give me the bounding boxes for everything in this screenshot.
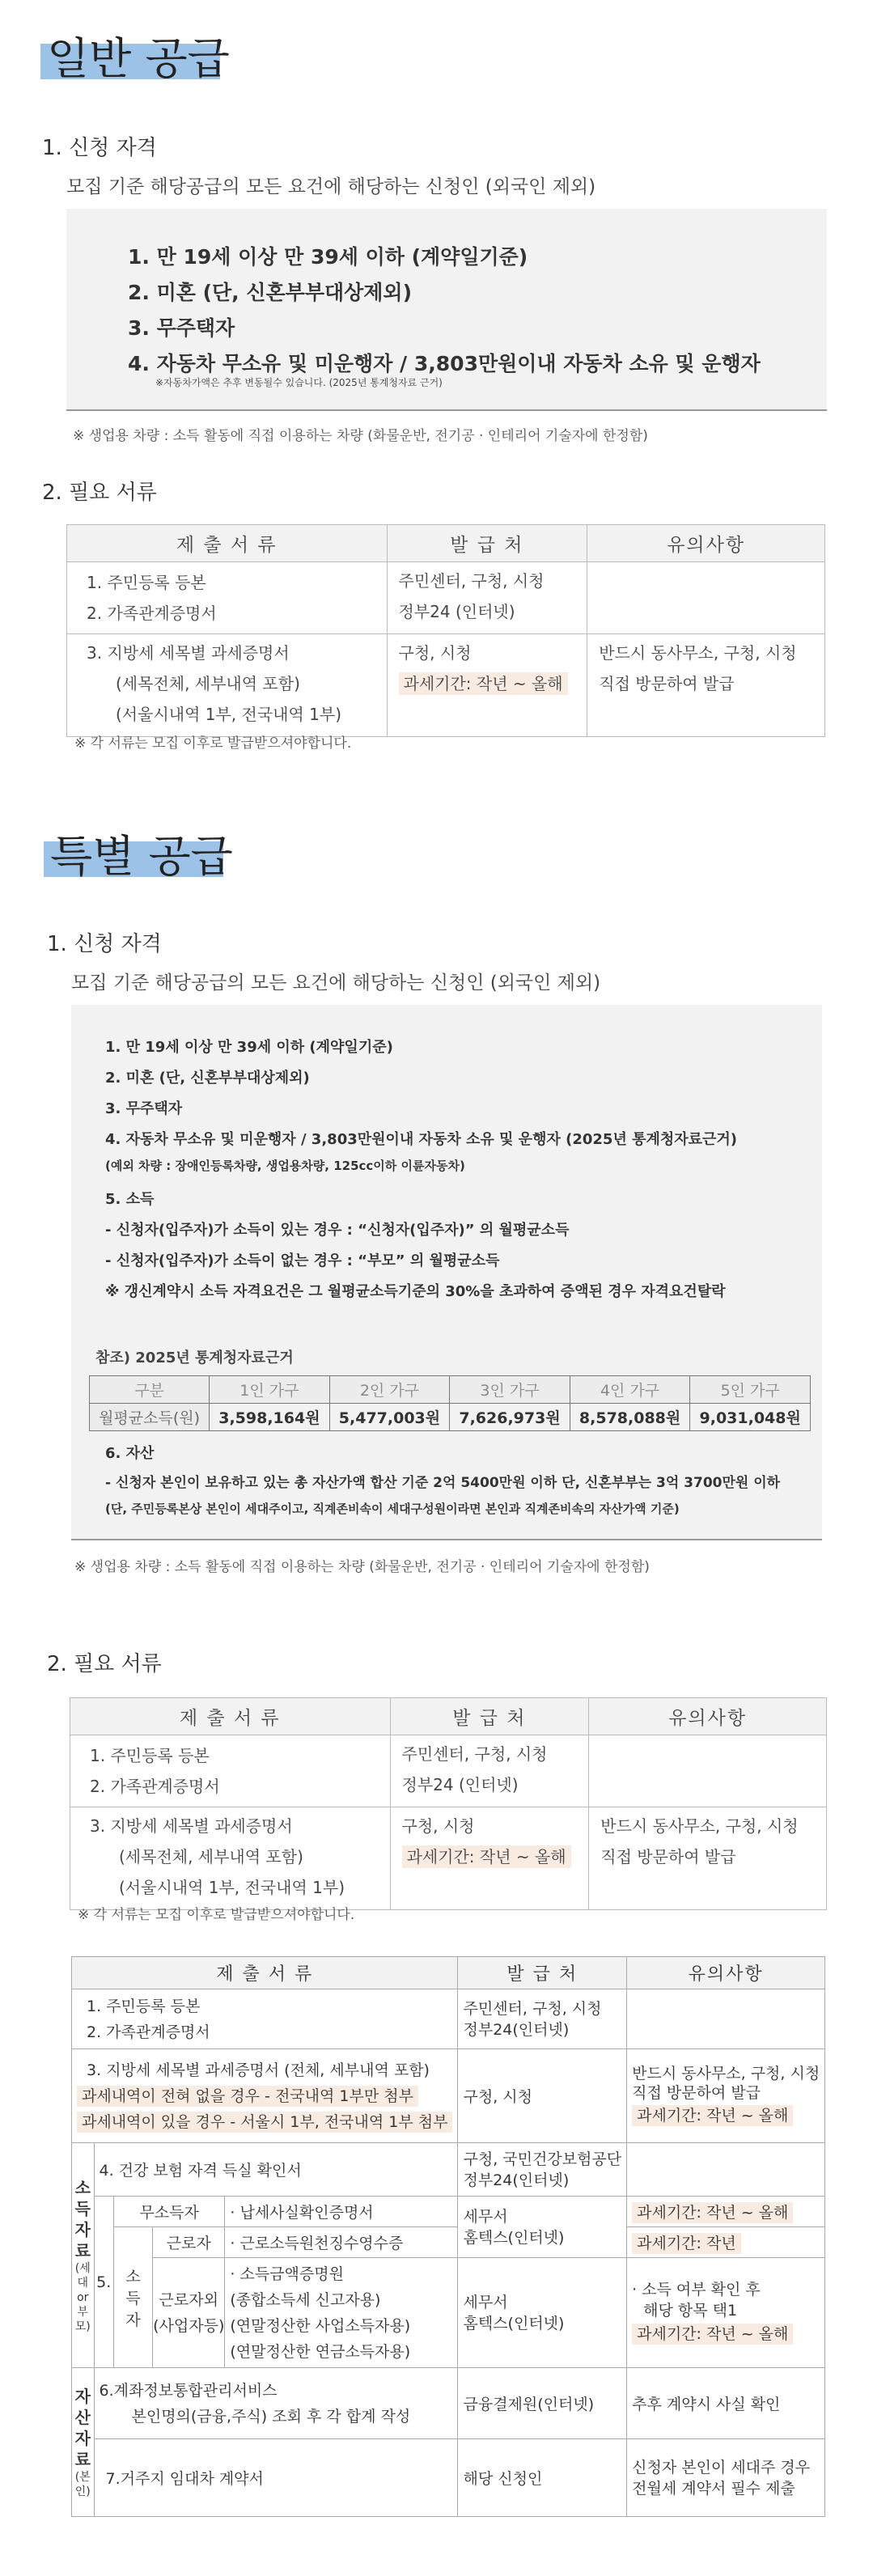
note: 추후 계약시 사실 확인: [627, 2368, 825, 2439]
special-detailed-docs-table: [71, 1956, 825, 2517]
tax-period-badge: 과세기간: 작년 ~ 올해: [632, 2202, 793, 2223]
issuer: 홈텍스(인터넷): [463, 2314, 565, 2332]
table-row: [90, 1404, 811, 1431]
criteria-item: - 신청자(입주자)가 소득이 없는 경우 : “부모” 의 월평균소득: [105, 1252, 500, 1269]
asset-label-sub: (본인): [74, 2470, 91, 2498]
table-row: [67, 562, 825, 634]
asset-item: - 신청자 본인이 보유하고 있는 총 자산가액 합산 기준 2억 5400만원 이하 단, 신혼부부는 3억 3700만원 이하: [105, 1475, 781, 1491]
special-docs-heading: 2. 필요 서류: [47, 1652, 162, 1676]
table-row: [72, 2258, 825, 2368]
tax-period-badge: 과세기간: 작년: [632, 2233, 741, 2254]
special-vehicle-note: ※ 생업용 차량 : 소득 활동에 직접 이용하는 차량 (화물운반, 전기공 · 인테리어 기술자에 한정함): [74, 1559, 650, 1575]
asset-label-char: 자: [74, 2428, 91, 2448]
col-header: 발 급 처: [458, 1957, 627, 1989]
asset-label-char: 자: [74, 2386, 91, 2406]
general-docs-note: ※ 각 서류는 모집 이후로 발급받으셔야합니다.: [74, 735, 352, 752]
note: 반드시 동사무소, 구청, 시청: [632, 2064, 820, 2082]
issuer: 세무서: [463, 2207, 508, 2226]
issuer: 주민센터, 구청, 시청: [398, 571, 545, 591]
general-docs-table: [66, 524, 825, 737]
note: 직접 방문하여 발급: [632, 2083, 761, 2102]
general-eligibility-heading: 1. 신청 자격: [42, 136, 157, 160]
issuer: 홈텍스(인터넷): [463, 2228, 565, 2247]
table-row: [72, 2368, 825, 2439]
general-criteria-box: [66, 209, 827, 411]
doc-item: (서울시내역 1부, 전국내역 1부): [116, 705, 342, 724]
income-label-sub: (세대: [74, 2261, 91, 2290]
table-row: [72, 2143, 825, 2197]
doc-item: 1. 주민등록 등본: [90, 1746, 210, 1765]
general-section-title: 일반 공급: [47, 33, 230, 84]
doc-item: 3. 지방세 세목별 과세증명서: [90, 1816, 293, 1836]
note: 반드시 동사무소, 구청, 시청: [599, 643, 797, 663]
doc-item: (연말정산한 사업소득자용): [230, 2316, 411, 2335]
doc-item: · 소득금액증명원: [230, 2265, 344, 2283]
col-header: 제 출 서 류: [70, 1698, 391, 1735]
doc-item: 4. 건강 보험 자격 득실 확인서: [94, 2143, 458, 2197]
col-header: 유의사항: [587, 525, 825, 562]
tax-period-badge: 과세기간: 작년 ~ 올해: [632, 2324, 793, 2345]
doc-condition: 과세내역이 있을 경우 - 서울시 1부, 전국내역 1부 첨부: [77, 2112, 452, 2133]
tax-period-badge: 과세기간: 작년 ~ 올해: [632, 2105, 793, 2126]
doc-item: · 납세사실확인증명서: [225, 2197, 458, 2227]
col-header: 발 급 처: [387, 525, 587, 562]
issuer: 구청, 시청: [458, 2049, 627, 2143]
doc-item: (종합소득세 신고자용): [230, 2290, 381, 2309]
general-vehicle-note: ※ 생업용 차량 : 소득 활동에 직접 이용하는 차량 (화물운반, 전기공 · 인테리어 기술자에 한정함): [73, 428, 648, 444]
doc-item: 1. 주민등록 등본: [87, 1997, 201, 2015]
issuer: 정부24 (인터넷): [401, 1775, 519, 1794]
note: 직접 방문하여 발급: [600, 1847, 736, 1866]
criteria-item: (예외 차량 : 장애인등록차량, 생업용차량, 125cc이하 이륜자동차): [105, 1159, 465, 1173]
table-row: [70, 1735, 827, 1807]
income-col-header: 2인 가구: [329, 1376, 450, 1404]
issuer: 세무서: [463, 2293, 508, 2311]
criteria-item: 2. 미혼 (단, 신혼부부대상제외): [128, 281, 413, 304]
asset-label-char: 산: [74, 2407, 91, 2427]
table-row: [72, 2227, 825, 2258]
table-row: [72, 2197, 825, 2227]
income-col-header: 5인 가구: [690, 1376, 811, 1404]
criteria-item: 3. 무주택자: [128, 316, 235, 340]
income-ref-label: 참조) 2025년 통계청자료근거: [95, 1349, 294, 1366]
general-eligibility-desc: 모집 기준 해당공급의 모든 요건에 해당하는 신청인 (외국인 제외): [66, 176, 596, 197]
criteria-footnote: ※자동차가액은 추후 변동될수 있습니다. (2025년 통계청자료 근거): [155, 377, 443, 388]
income-row-label: 월평균소득(원): [90, 1404, 210, 1431]
note: 해당 항목 택1: [643, 2301, 738, 2320]
doc-item: 3. 지방세 세목별 과세증명서 (전체, 세부내역 포함): [87, 2061, 430, 2079]
note: 직접 방문하여 발급: [599, 674, 735, 693]
special-eligibility-heading: 1. 신청 자격: [47, 932, 162, 956]
income-label-char: 득: [74, 2198, 91, 2218]
criteria-item: 1. 만 19세 이상 만 39세 이하 (계약일기준): [105, 1039, 393, 1056]
issuer: 정부24(인터넷): [463, 2171, 570, 2189]
note: 반드시 동사무소, 구청, 시청: [600, 1816, 799, 1836]
no-income-label: 무소득자: [113, 2197, 224, 2227]
criteria-item: 1. 만 19세 이상 만 39세 이하 (계약일기준): [128, 245, 528, 269]
criteria-item: 4. 자동차 무소유 및 미운행자 / 3,803만원이내 자동차 소유 및 운행자 (2025년 통계청자료근거): [105, 1131, 738, 1148]
criteria-item: ※ 갱신계약시 소득 자격요건은 그 월평균소득기준의 30%을 초과하여 증액된 경우 자격요건탈락: [105, 1283, 726, 1300]
worker-label: 근로자: [153, 2227, 225, 2258]
table-row: [72, 2049, 825, 2143]
income-col-header: 3인 가구: [450, 1376, 570, 1404]
income-value: 7,626,973원: [450, 1404, 570, 1431]
income-label-char: 료: [74, 2240, 91, 2260]
issuer: 해당 신청인: [458, 2439, 627, 2517]
income-table: [89, 1375, 811, 1431]
issuer: 구청, 국민건강보험공단: [463, 2150, 622, 2168]
doc-item: · 근로소득원천징수영수증: [225, 2227, 458, 2258]
doc-item: 7.거주지 임대차 계약서: [94, 2439, 458, 2517]
special-docs-note: ※ 각 서류는 모집 이후로 발급받으셔야합니다.: [78, 1907, 355, 1923]
criteria-item: 4. 자동차 무소유 및 미운행자 / 3,803만원이내 자동차 소유 및 운행자: [128, 352, 761, 375]
criteria-item: - 신청자(입주자)가 소득이 있는 경우 : “신청자(입주자)” 의 월평균소득: [105, 1222, 570, 1239]
special-docs-table: [70, 1697, 827, 1910]
col-header: 제 출 서 류: [72, 1957, 458, 1989]
tax-period-badge: 과세기간: 작년 ~ 올해: [399, 672, 568, 695]
income-label-sub: or: [77, 2290, 89, 2304]
criteria-item: 3. 무주택자: [105, 1100, 183, 1117]
criteria-item: 2. 미혼 (단, 신혼부부대상제외): [105, 1070, 310, 1087]
income-col-header: 구분: [90, 1376, 210, 1404]
asset-item: (단, 주민등록본상 본인이 세대주이고, 직계존비속이 세대구성원이라면 본인과 직계존비속의 자산가액 기준): [105, 1502, 680, 1516]
doc-item: 1. 주민등록 등본: [87, 573, 206, 592]
other-worker-label: 근로자외: [159, 2290, 218, 2309]
issuer: 구청, 시청: [398, 643, 472, 663]
table-row: [70, 1807, 827, 1910]
income-earner-label: 소득자: [113, 2227, 152, 2368]
income-value: 3,598,164원: [210, 1404, 330, 1431]
special-criteria-box: [71, 1005, 822, 1540]
doc-item: 2. 가족관계증명서: [87, 2023, 210, 2041]
general-docs-heading: 2. 필요 서류: [42, 481, 157, 505]
criteria-item: 5. 소득: [105, 1191, 155, 1208]
table-row: [72, 1989, 825, 2049]
col-header: 발 급 처: [390, 1698, 589, 1735]
special-eligibility-desc: 모집 기준 해당공급의 모든 요건에 해당하는 신청인 (외국인 제외): [71, 972, 601, 994]
issuer: 주민센터, 구청, 시청: [401, 1744, 548, 1764]
doc-condition: 과세내역이 전혀 없을 경우 - 전국내역 1부만 첨부: [77, 2086, 418, 2107]
tax-period-badge: 과세기간: 작년 ~ 올해: [402, 1845, 571, 1868]
asset-label-char: 료: [74, 2449, 91, 2469]
table-row: [67, 634, 825, 737]
issuer: 정부24(인터넷): [463, 2020, 570, 2039]
income-col-header: 1인 가구: [210, 1376, 330, 1404]
income-label-char: 자: [74, 2219, 91, 2239]
note: 전월세 계약서 필수 제출: [632, 2479, 795, 2498]
issuer: 금융결제원(인터넷): [458, 2368, 627, 2439]
row-number: 5.: [94, 2197, 113, 2368]
doc-item: (서울시내역 1부, 전국내역 1부): [119, 1878, 345, 1897]
doc-item: (세목전체, 세부내역 포함): [116, 674, 300, 693]
doc-item: (세목전체, 세부내역 포함): [119, 1847, 303, 1866]
other-worker-label: (사업자등): [153, 2316, 225, 2335]
note: · 소득 여부 확인 후: [632, 2280, 761, 2298]
income-label-char: 소: [74, 2177, 91, 2197]
income-value: 9,031,048원: [690, 1404, 811, 1431]
issuer: 구청, 시청: [401, 1816, 475, 1836]
doc-item: 3. 지방세 세목별 과세증명서: [87, 643, 290, 663]
col-header: 유의사항: [627, 1957, 825, 1989]
doc-item: 본인명의(금융,주식) 조회 후 각 합계 작성: [131, 2407, 411, 2426]
col-header: 유의사항: [589, 1698, 827, 1735]
doc-item: (연말정산한 연금소득자용): [230, 2342, 411, 2361]
income-label-sub: 부모): [74, 2305, 91, 2333]
note: 신청자 본인이 세대주 경우: [632, 2458, 811, 2476]
doc-item: 2. 가족관계증명서: [87, 604, 217, 623]
income-value: 8,578,088원: [570, 1404, 690, 1431]
issuer: 주민센터, 구청, 시청: [463, 1999, 602, 2018]
issuer: 정부24 (인터넷): [398, 602, 515, 621]
asset-item: 6. 자산: [105, 1445, 155, 1462]
col-header: 제 출 서 류: [67, 525, 388, 562]
table-row: [72, 2439, 825, 2517]
doc-item: 6.계좌정보통합관리서비스: [99, 2381, 278, 2400]
income-col-header: 4인 가구: [570, 1376, 690, 1404]
income-value: 5,477,003원: [329, 1404, 450, 1431]
special-section-title: 특별 공급: [50, 831, 233, 882]
doc-item: 2. 가족관계증명서: [90, 1777, 220, 1796]
